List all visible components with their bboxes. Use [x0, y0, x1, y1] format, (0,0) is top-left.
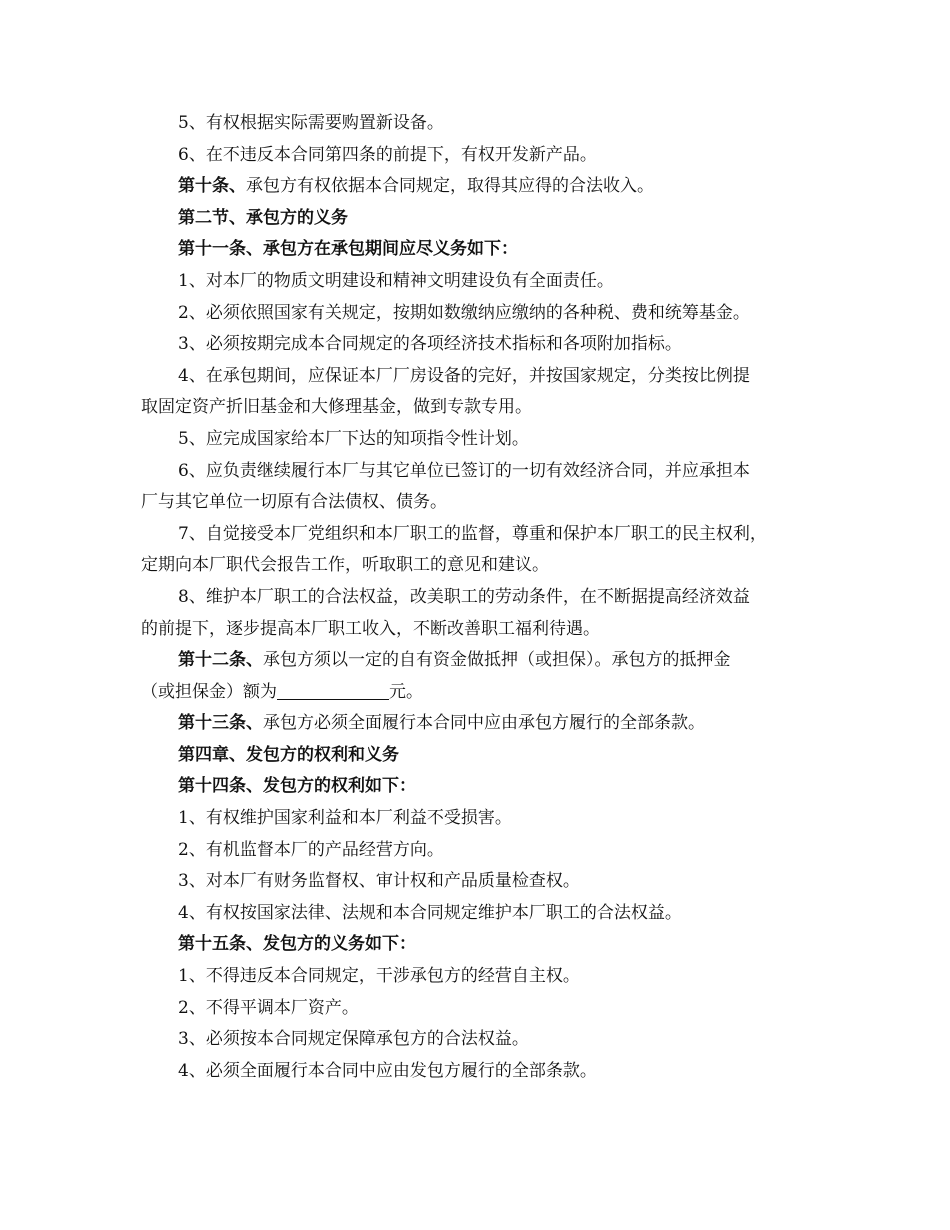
chapter-heading: 第四章、发包方的权利和义务 [178, 744, 399, 765]
clause-item: 4、在承包期间，应保证本厂厂房设备的完好，并按国家规定，分类按比例提 [178, 365, 750, 386]
clause-item: 3、必须按本合同规定保障承包方的合法权益。 [178, 1029, 529, 1050]
clause-item: 6、在不违反本合同第四条的前提下，有权开发新产品。 [178, 144, 597, 165]
clause-item-continued: 厂与其它单位一切原有合法债权、债务。 [141, 492, 447, 513]
article-13 [141, 708, 805, 740]
clause-item: 7、自觉接受本厂党组织和本厂职工的监督，尊重和保护本厂职工的民主权利， [178, 523, 767, 544]
clause-item: 1、不得违反本合同规定，干涉承包方的经营自主权。 [178, 966, 580, 987]
article-heading: 第十四条、发包方的权利如下： [178, 776, 416, 797]
article-heading: 第十三条、 [178, 713, 263, 734]
article-text: 承包方有权依据本合同规定，取得其应得的合法收入。 [246, 176, 654, 197]
article-heading: 第十五条、发包方的义务如下： [178, 934, 416, 955]
article-10 [141, 171, 805, 203]
article-heading: 第十条、 [178, 176, 246, 197]
clause-item: 5、应完成国家给本厂下达的知项指令性计划。 [178, 428, 529, 449]
article-text: （或担保金）额为 [141, 681, 277, 702]
clause-item: 4、有权按国家法律、法规和本合同规定维护本厂职工的合法权益。 [178, 902, 682, 923]
clause-item: 4、必须全面履行本合同中应由发包方履行的全部条款。 [178, 1060, 597, 1081]
deposit-amount-blank [277, 682, 389, 700]
clause-item: 3、对本厂有财务监督权、审计权和产品质量检查权。 [178, 871, 580, 892]
article-text: 元。 [389, 681, 423, 702]
clause-item: 1、有权维护国家利益和本厂利益不受损害。 [178, 808, 512, 829]
clause-item-continued: 定期向本厂职代会报告工作，听取职工的意见和建议。 [141, 555, 549, 576]
clause-item-continued: 取固定资产折旧基金和大修理基金，做到专款专用。 [141, 397, 532, 418]
clause-item: 8、维护本厂职工的合法权益，改美职工的劳动条件，在不断据提高经济效益 [178, 586, 750, 607]
article-text: 承包方须以一定的自有资金做抵押（或担保）。承包方的抵押金 [263, 650, 731, 671]
section-heading: 第二节、承包方的义务 [178, 207, 348, 228]
clause-item: 2、必须依照国家有关规定，按期如数缴纳应缴纳的各种税、费和统筹基金。 [178, 302, 750, 323]
clause-item: 5、有权根据实际需要购置新设备。 [178, 113, 444, 133]
clause-item: 2、不得平调本厂资产。 [178, 997, 359, 1018]
clause-item: 3、必须按期完成本合同规定的各项经济技术指标和各项附加指标。 [178, 334, 682, 355]
article-heading: 第十二条、 [178, 650, 263, 671]
article-12 [141, 645, 805, 677]
clause-item: 1、对本厂的物质文明建设和精神文明建设负有全面责任。 [178, 270, 614, 291]
article-text: 承包方必须全面履行本合同中应由承包方履行的全部条款。 [263, 713, 705, 734]
article-12-continued [141, 677, 805, 709]
document-body [141, 108, 805, 1087]
clause-item: 6、应负责继续履行本厂与其它单位已签订的一切有效经济合同，并应承担本 [178, 460, 750, 481]
clause-item-continued: 的前提下，逐步提高本厂职工收入，不断改善职工福利待遇。 [141, 618, 600, 639]
article-heading: 第十一条、承包方在承包期间应尽义务如下： [178, 239, 518, 260]
clause-item: 2、有机监督本厂的产品经营方向。 [178, 839, 444, 860]
